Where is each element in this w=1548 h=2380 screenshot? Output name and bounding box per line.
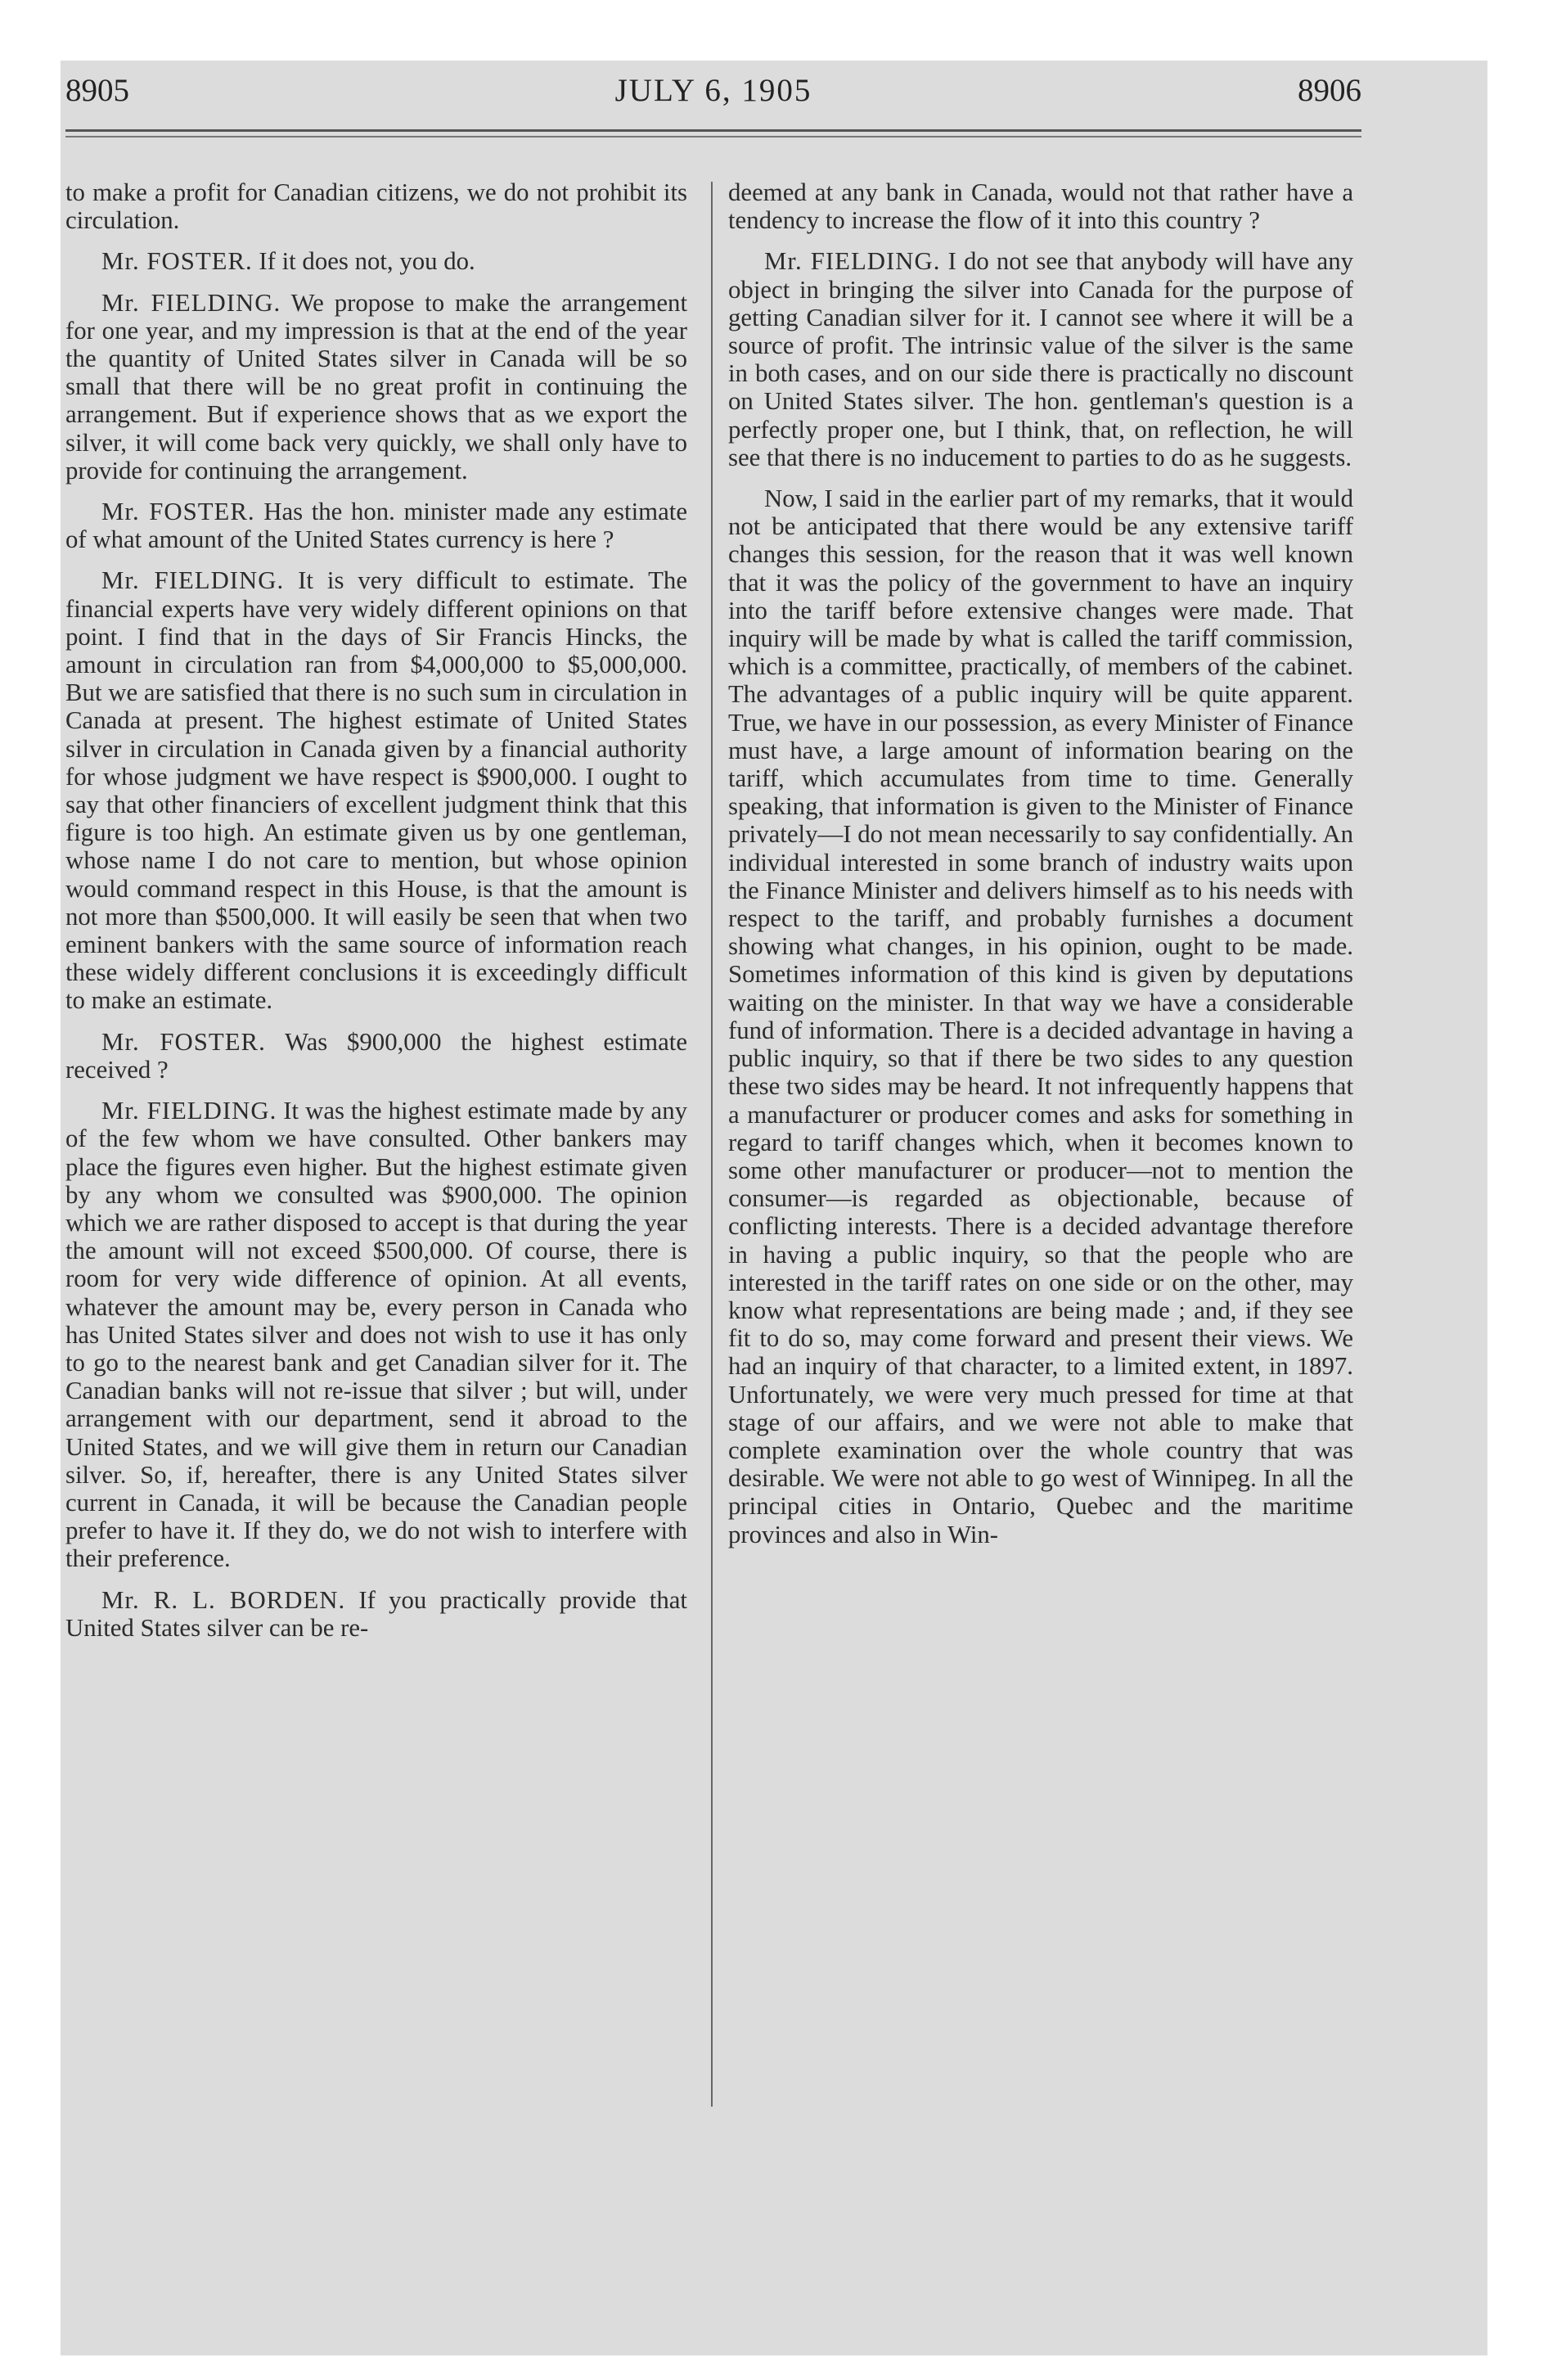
paragraph: Mr. FIELDING. It is very difficult to estimate. The financial experts have very widely different opinions on that point. I find that in the days of Sir Francis Hincks, the amount in circulation ran from $4,000,000 to $5,000,000. But we are satisfied that there is no such sum in circulation in Canada at present. The highest estimate of United States silver in circulation in Canada given by a financial authority for whose judgment we have respect is $900,000. I ought to say that other financiers of excellent judgment think that this figure is too high. An estimate given us by one gentleman, whose name I do not care to mention, but whose opinion would command respect in this House, is that the amount is not more than $500,000. It will easily be seen that when two eminent bankers with the same source of information reach these widely different conclusions it is exceedingly difficult to make an estimate. [65,566,687,1015]
speaker-name: Mr. FIELDING. [101,566,285,595]
header-rule-top [65,129,1361,132]
paragraph: Mr. FIELDING. We propose to make the arrangement for one year, and my impression is that at the end of the year the quantity of United States silver in Canada will be so small that there will be no great profit in continuing the arrangement. But if experience shows that as we export the silver, it will come back very quickly, we shall only have to provide for continuing the arrangement. [65,288,688,485]
paragraph: Mr. FOSTER. Has the hon. minister made any estimate of what amount of the United States currency is here ? [65,498,687,554]
paragraph: Now, I said in the earlier part of my remarks, that it would not be anticipated that there would be any extensive tariff changes this session, for the reason that it was well known that it was the policy of the government to have an inquiry into the tariff before extensive changes were made. That inquiry will be made by what is called the tariff commission, which is a committee, practically, of members of the cabinet. The advantages of a public inquiry will be quite apparent. True, we have in our possession, as every Minister of Finance must have, a large amount of information bearing on the tariff, which accumulates from time to time. Generally speaking, that information is given to the Minister of Finance privately—I do not mean necessarily to say confidentially. An individual interested in some branch of industry waits upon the Finance Minister and delivers himself as to his needs with respect to the tariff, and probably furnishes a document showing what changes, in his opinion, ought to be made. Sometimes information of this kind is given by deputations waiting on the minister. In that way we have a considerable fund of information. There is a decided advantage in having a public inquiry, so that if there be two sides to any question these two sides may be heard. It not infrequently happens that a manufacturer or producer comes and asks for something in regard to tariff changes which, when it becomes known to some other manufacturer or producer—not to mention the consumer—is regarded as objectionable, because of conflicting interests. There is a decided advantage therefore in having a public inquiry, so that the people who are interested in the tariff rates on one side or on the other, may know what representations are being made ; and, if they see fit to do so, may come forward and present their views. We had an inquiry of that character, to a limited extent, in 1897. Unfortunately, we were very much pressed for time at that stage of our affairs, and we were not able to make that complete examination over the whole country that was desirable. We were not able to go west of Winnipeg. In all the principal cities in Ontario, Quebec and the maritime provinces and also in Win- [728,485,1353,1548]
page-number-left: 8905 [65,73,129,108]
paragraph: deemed at any bank in Canada, would not that rather have a tendency to increase the flow of it into this country ? [728,178,1353,235]
speaker-name: Mr. FIELDING. [764,247,941,276]
page-number-right: 8906 [1298,73,1361,108]
speaker-name: Mr. FIELDING. [101,288,281,317]
right-column [728,178,1353,1562]
speaker-name: Mr. FOSTER. [101,498,255,526]
paragraph: Mr. FIELDING. I do not see that anybody will have any object in bringing the silver into Canada for the purpose of getting Canadian silver for it. I cannot see where it will be a source of profit. The intrinsic value of the silver is the same in both cases, and on our side there is practically no discount on United States silver. The hon. gentleman's question is a perfectly proper one, but I think, that, on reflection, he will see that there is no inducement to parties to do as he suggests. [728,247,1353,471]
speaker-name: Mr. R. L. BORDEN. [101,1585,346,1614]
speaker-name: Mr. FOSTER. [101,1027,266,1056]
left-column [65,178,687,1655]
column-divider [711,182,713,2107]
paragraph: to make a profit for Canadian citizens, we do not prohibit its circulation. [65,178,687,235]
paragraph: Mr. FOSTER. If it does not, you do. [101,247,475,276]
page-date: JULY 6, 1905 [614,73,812,108]
header-rule-bottom [65,136,1361,137]
speaker-name: Mr. FIELDING. [101,1097,277,1125]
paragraph: Mr. FIELDING. It was the highest estimate made by any of the few whom we have consulted. Other bankers may place the figures even higher. But the highest estimate given by any whom we consulted was $900,000. The opinion which we are rather disposed to accept is that during the year the amount will not exceed $500,000. Of course, there is room for very wide difference of opinion. At all events, whatever the amount may be, every person in Canada who has United States silver and does not wish to use it has only to go to the nearest bank and get Canadian silver for it. The Canadian banks will not re-issue that silver ; but will, under arrangement with our department, send it abroad to the United States, and we will give them in return our Canadian silver. So, if, hereafter, there is any United States silver current in Canada, it will be because the Canadian people prefer to have it. If they do, we do not wish to interfere with their preference. [65,1097,687,1573]
paragraph: Mr. FOSTER. Was $900,000 the highest estimate received ? [65,1027,688,1084]
page-header [65,72,1361,121]
paragraph: Mr. R. L. BORDEN. If you practically provide that United States silver can be re- [65,1585,687,1642]
speaker-name: Mr. FOSTER. [101,247,253,276]
